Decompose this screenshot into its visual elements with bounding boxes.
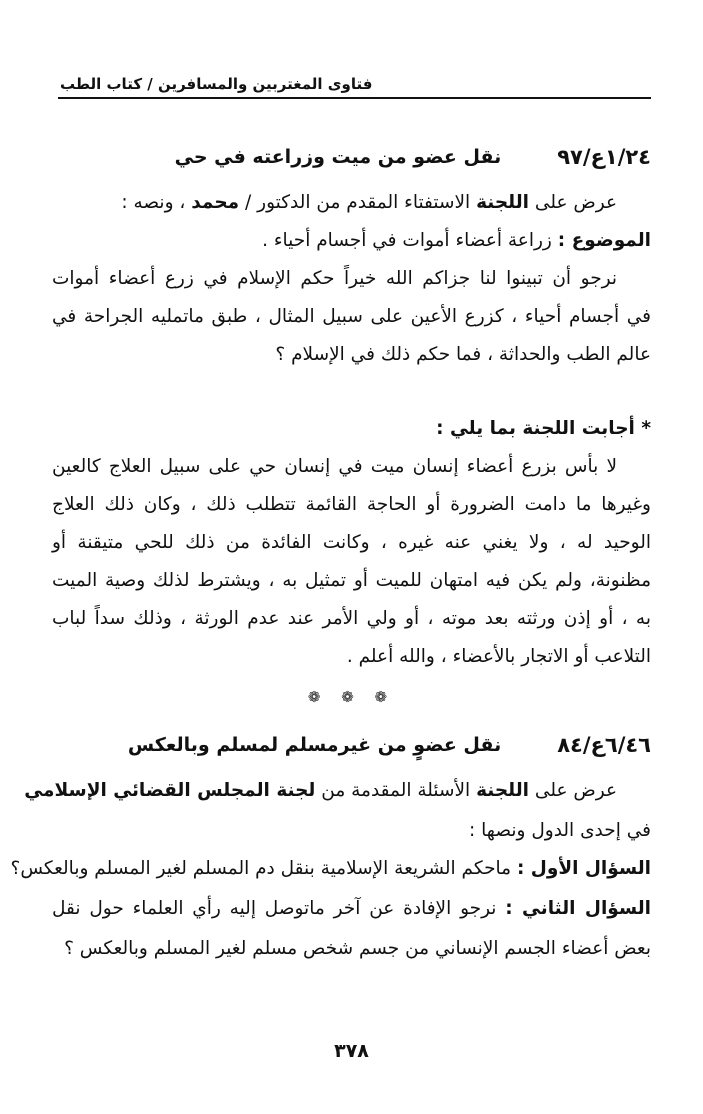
fatwa-2-title: نقل عضوٍ من غيرمسلم لمسلم وبالعكس bbox=[127, 734, 502, 756]
committee-name: اللجنة bbox=[476, 192, 530, 213]
committee-name: اللجنة bbox=[476, 780, 530, 801]
fatwa-1-answer-line-5: به ، أو إذن ورثته بعد موته ، أو ولي الأمر عند عدم الورثة ، وذلك سداً لباب bbox=[52, 608, 651, 629]
fatwa-2-intro: عرض على اللجنة الأسئلة المقدمة من لجنة المجلس القضائي الإسلامي bbox=[24, 780, 617, 801]
section-separator-ornament: ❁ ❁ ❁ bbox=[307, 688, 396, 706]
running-header: فتاوى المغتربين والمسافرين / كتاب الطب bbox=[60, 75, 373, 93]
requester-name: محمد bbox=[191, 192, 240, 213]
council-name: لجنة المجلس القضائي الإسلامي bbox=[24, 780, 316, 801]
page-number: ٣٧٨ bbox=[334, 1040, 369, 1062]
fatwa-2-question-2-line-2: بعض أعضاء الجسم الإنساني من جسم شخص مسلم لغير المسلم وبالعكس ؟ bbox=[64, 938, 651, 959]
subject-text: زراعة أعضاء أموات في أجسام أحياء . bbox=[262, 230, 558, 251]
question-2-text: نرجو الإفادة عن آخر ماتوصل إليه رأي العلماء حول نقل bbox=[52, 898, 506, 919]
fatwa-1-subject bbox=[52, 230, 651, 251]
fatwa-1-answer-line-2: وغيرها ما دامت الضرورة أو الحاجة القائمة تتطلب ذلك ، وكان ذلك العلاج bbox=[52, 494, 651, 515]
fatwa-1-answer-line-6: التلاعب أو الاتجار بالأعضاء ، والله أعلم . bbox=[346, 646, 651, 667]
fatwa-1-title: نقل عضو من ميت وزراعته في حي bbox=[174, 146, 502, 168]
fatwa-1-answer-line-3: الوحيد له ، ولا يغني عنه غيره ، وكانت الفائدة من ذلك للحي متيقنة أو bbox=[52, 532, 651, 553]
fatwa-1-answer-heading: * أجابت اللجنة بما يلي : bbox=[436, 418, 651, 439]
header-rule bbox=[58, 97, 651, 99]
question-1-label: السؤال الأول : bbox=[516, 858, 651, 879]
question-1-text: ماحكم الشريعة الإسلامية بنقل دم المسلم لغير المسلم وبالعكس؟ bbox=[10, 858, 517, 879]
fatwa-1-code: ١/٢٤ع/٩٧ bbox=[557, 145, 651, 169]
fatwa-2-question-1 bbox=[10, 858, 651, 879]
fatwa-1-intro: عرض على اللجنة الاستفتاء المقدم من الدكتور / محمد ، ونصه : bbox=[121, 192, 617, 213]
fatwa-2-question-2 bbox=[52, 898, 651, 919]
fatwa-2-heading bbox=[40, 728, 651, 762]
fatwa-1-answer-line-4: مظنونة، ولم يكن فيه امتهان للميت أو تمثيل به ، ويشترط لذلك وصية الميت bbox=[52, 570, 651, 591]
subject-label: الموضوع : bbox=[557, 230, 651, 251]
fatwa-1-question-line-2: في أجسام أحياء ، كزرع الأعين على سبيل المثال ، طبق ماتمليه الجراحة في bbox=[52, 306, 651, 327]
fatwa-1-question-line-1: نرجو أن تبينوا لنا جزاكم الله خيراً حكم الإسلام في زرع أعضاء أموات bbox=[52, 268, 617, 289]
question-2-label: السؤال الثاني : bbox=[505, 898, 651, 919]
fatwa-1-question-line-3: عالم الطب والحداثة ، فما حكم ذلك في الإسلام ؟ bbox=[275, 344, 651, 365]
fatwa-2-code: ٦/٤٦ع/٨٤ bbox=[557, 733, 651, 757]
fatwa-1-answer-line-1: لا بأس بزرع أعضاء إنسان ميت في إنسان حي على سبيل العلاج كالعين bbox=[52, 456, 617, 477]
fatwa-1-heading bbox=[40, 140, 651, 174]
fatwa-2-intro-line-2: في إحدى الدول ونصها : bbox=[469, 820, 651, 841]
